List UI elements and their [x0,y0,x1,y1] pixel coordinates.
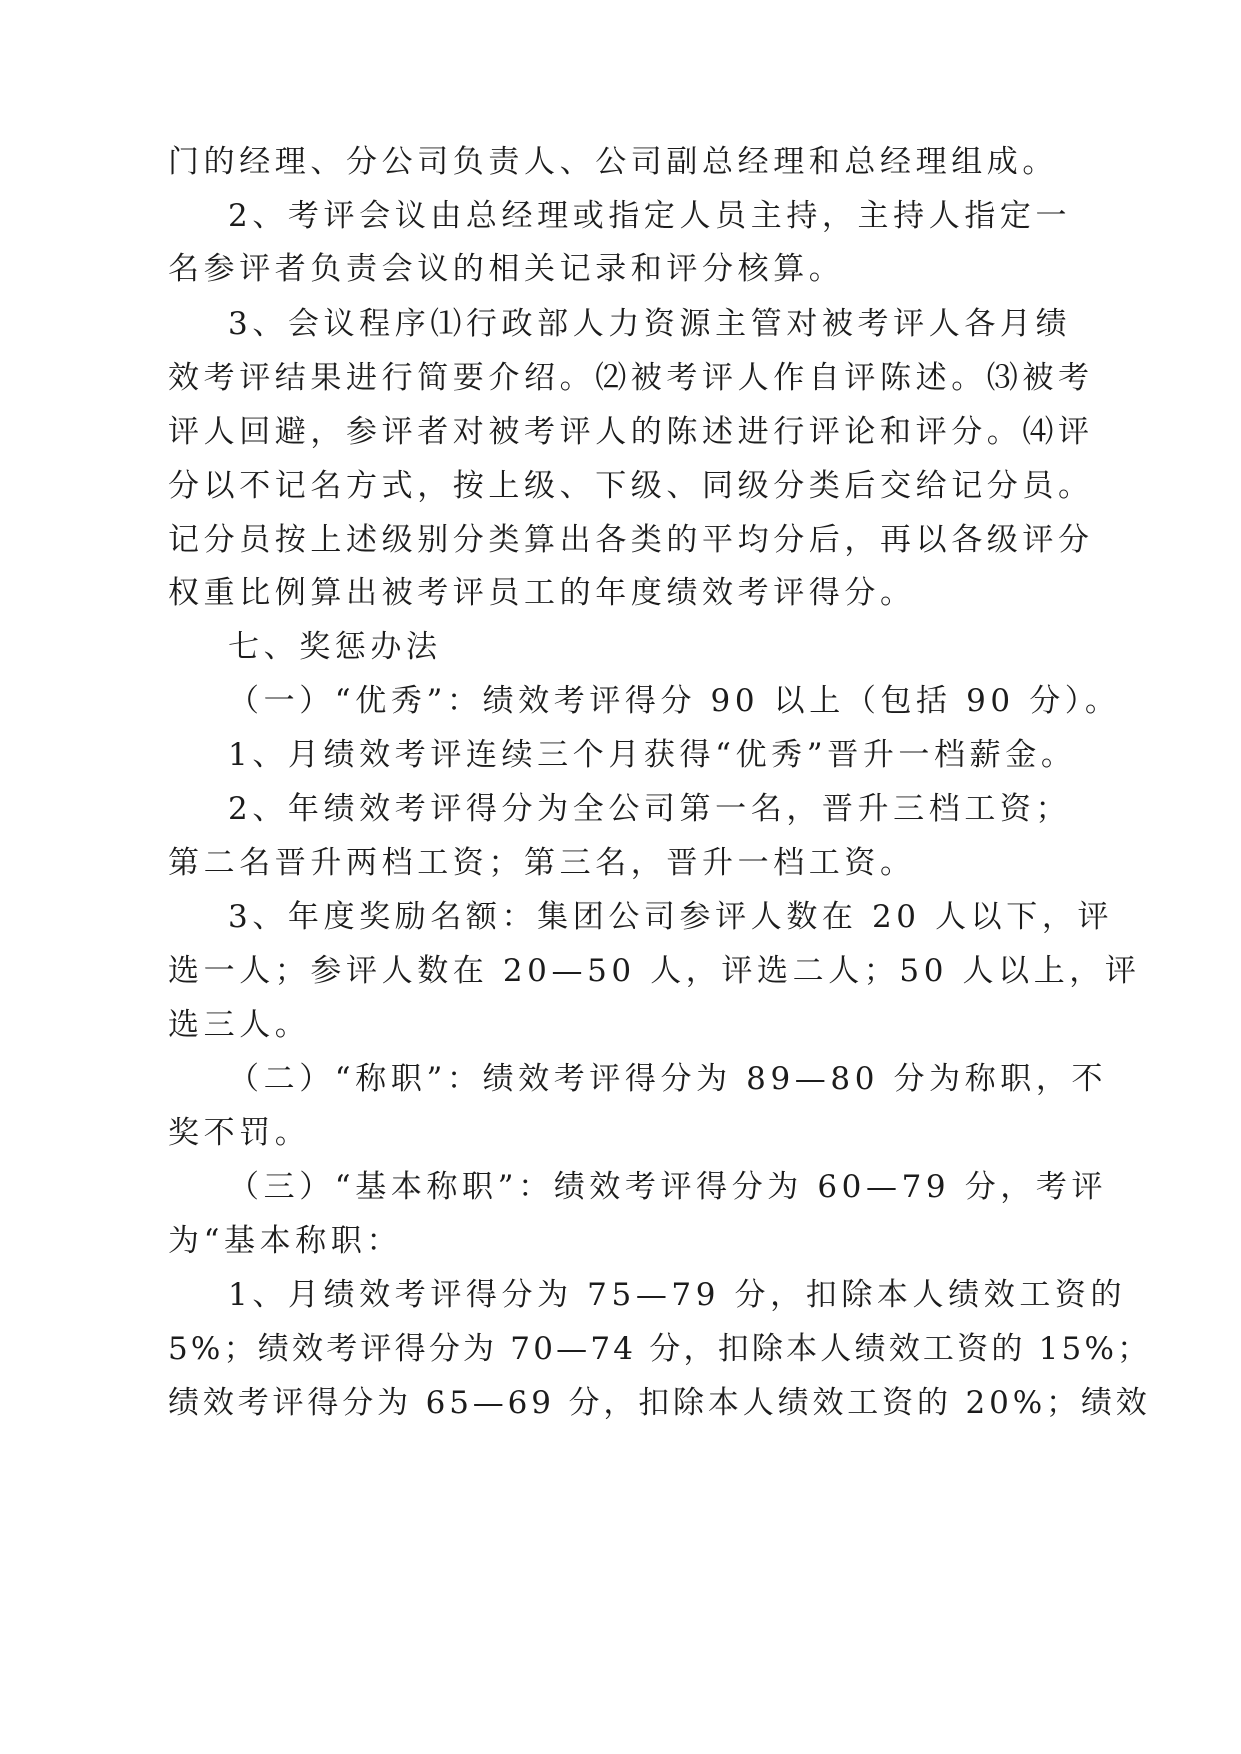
text-line: 1、月绩效考评连续三个月获得“优秀”晋升一档薪金。 [228,737,1077,773]
text-line: 绩效考评得分为 65—69 分，扣除本人绩效工资的 20%；绩效 [168,1385,1151,1421]
text-line: 3、年度奖励名额：集团公司参评人数在 20 人以下，评 [228,899,1114,935]
text-line: 5%；绩效考评得分为 70—74 分，扣除本人绩效工资的 15%； [168,1331,1152,1367]
text-line: 选三人。 [168,1007,311,1043]
text-line: 分以不记名方式，按上级、下级、同级分类后交给记分员。 [168,468,1094,504]
text-line: （二）“称职”：绩效考评得分为 89—80 分为称职，不 [228,1061,1108,1097]
text-line: 门的经理、分公司负责人、公司副总经理和总经理组成。 [168,144,1058,180]
text-line: 2、考评会议由总经理或指定人员主持，主持人指定一 [228,198,1072,234]
text-line: （一）“优秀”：绩效考评得分 90 以上（包括 90 分）。 [228,683,1121,719]
text-line: 权重比例算出被考评员工的年度绩效考评得分。 [168,575,916,611]
text-line: 奖不罚。 [168,1115,311,1151]
text-line: 记分员按上述级别分类算出各类的平均分后，再以各级评分 [168,522,1094,558]
section-heading: 七、奖惩办法 [228,629,442,665]
text-line: 为“基本称职： [168,1223,403,1259]
text-line: 2、年绩效考评得分为全公司第一名，晋升三档工资； [228,791,1072,827]
text-line: 3、会议程序⑴行政部人力资源主管对被考评人各月绩 [228,306,1072,342]
text-line: 效考评结果进行简要介绍。⑵被考评人作自评陈述。⑶被考 [168,360,1094,396]
text-line: 第二名晋升两档工资；第三名，晋升一档工资。 [168,845,916,881]
text-line: （三）“基本称职”：绩效考评得分为 60—79 分，考评 [228,1169,1108,1205]
text-line: 评人回避，参评者对被考评人的陈述进行评论和评分。⑷评 [168,414,1094,450]
text-line: 1、月绩效考评得分为 75—79 分，扣除本人绩效工资的 [228,1277,1127,1313]
text-line: 选一人；参评人数在 20—50 人，评选二人；50 人以上，评 [168,953,1141,989]
text-line: 名参评者负责会议的相关记录和评分核算。 [168,251,845,287]
